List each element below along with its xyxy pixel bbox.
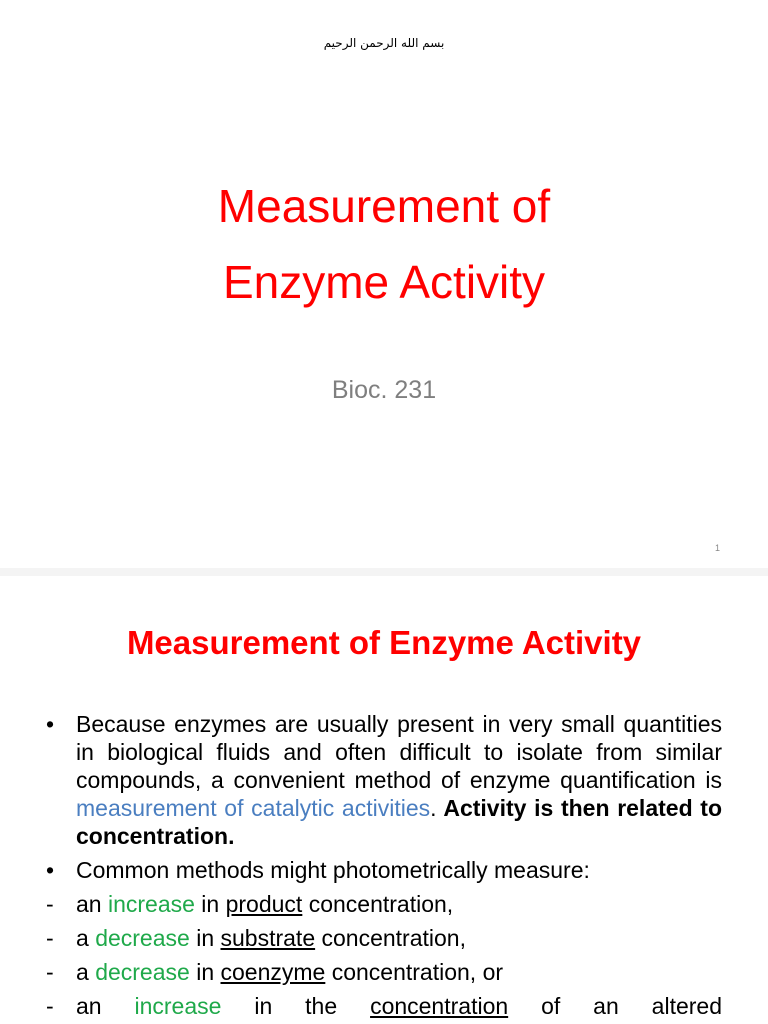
change-word: decrease (95, 925, 190, 951)
list-post: concentration, or (325, 959, 504, 985)
list-pre: a (76, 925, 96, 951)
dash-marker: - (46, 891, 54, 917)
list-mid: in the (221, 993, 371, 1019)
bullet-marker: • (46, 857, 55, 883)
change-word: decrease (95, 959, 190, 985)
list-post: of an altered (508, 993, 722, 1019)
dash-marker: - (46, 925, 54, 951)
list-item (46, 924, 722, 952)
slide-divider (0, 568, 768, 576)
list-mid: in (194, 891, 226, 917)
target-word: concentration (370, 993, 509, 1019)
bullet-item (46, 710, 722, 850)
title-line-2: Enzyme Activity (222, 256, 546, 308)
target-word: substrate (220, 925, 316, 951)
list-text (76, 992, 722, 1020)
bullet-item (46, 856, 722, 884)
basmala-text: بسم الله الرحمن الرحيم (323, 36, 445, 50)
bullet-marker: • (46, 711, 55, 737)
list-text (76, 958, 722, 986)
list-pre: an (76, 891, 108, 917)
bullet-text: Common methods might photometrically measure: (76, 857, 590, 883)
slide-2-title: Measurement of Enzyme Activity (126, 624, 642, 661)
list-post: concentration, (315, 925, 466, 951)
list-pre: a (76, 959, 96, 985)
dash-marker: - (46, 993, 54, 1019)
list-mid: in (189, 925, 221, 951)
slide-1-title (0, 168, 768, 320)
list-item (46, 992, 722, 1020)
list-post: concentration, (302, 891, 454, 917)
bullet-period: . (430, 795, 437, 821)
bullet-text (76, 710, 722, 850)
bold-statement: Activity is then related to concentration. (76, 795, 723, 849)
target-word: coenzyme (220, 959, 326, 985)
slide-2 (0, 576, 768, 1024)
slide-2-body (46, 710, 722, 1020)
highlight-catalytic: measurement of catalytic activities (76, 795, 431, 821)
page-number: 1 (714, 543, 720, 553)
bullet-text-main: Because enzymes are usually present in very small quantities in biological fluids and often difficult to isolate from similar compounds, a convenient method of enzyme quantification is (76, 711, 722, 793)
target-word: product (225, 891, 303, 917)
list-mid: in (189, 959, 221, 985)
list-text (76, 924, 722, 952)
dash-marker: - (46, 959, 54, 985)
change-word: increase (107, 891, 195, 917)
title-line-1: Measurement of (217, 180, 551, 232)
list-pre: an (76, 993, 135, 1019)
course-code: Bioc. 231 (331, 376, 437, 404)
change-word: increase (134, 993, 222, 1019)
list-text (76, 890, 722, 918)
list-item (46, 958, 722, 986)
list-item (46, 890, 722, 918)
